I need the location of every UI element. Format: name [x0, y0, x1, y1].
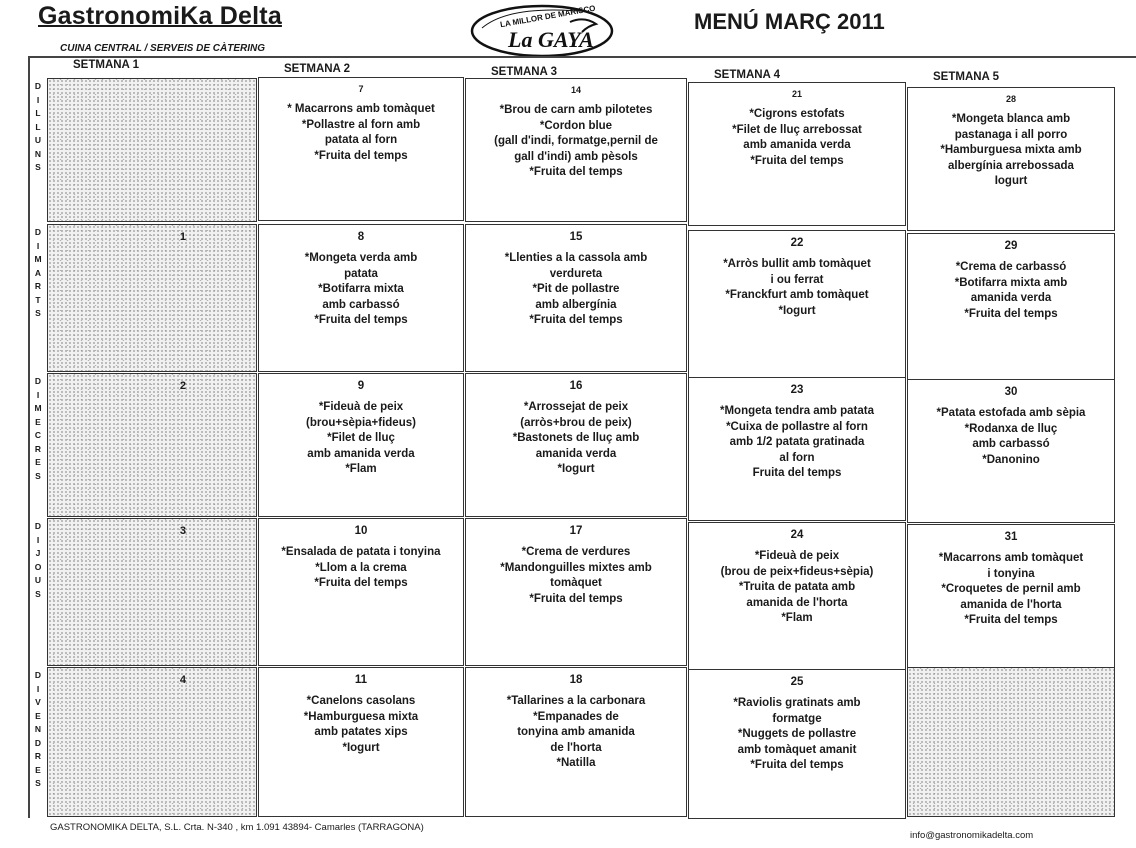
day-letter: I	[36, 534, 40, 545]
day-letter: E	[35, 710, 41, 721]
menu-cell	[465, 518, 687, 666]
menu-item: *Nuggets de pollastre	[737, 728, 857, 740]
menu-cell	[465, 667, 687, 817]
menu-item: amb amanida verda	[307, 447, 415, 460]
menu-item: *Fruita del temps	[314, 314, 408, 326]
menu-item: amanida verda	[970, 292, 1052, 304]
menu-item: (arròs+brou de peix)	[520, 416, 632, 429]
menu-item: *Fruita del temps	[964, 614, 1058, 626]
logo-main-text: La GAYA	[508, 27, 594, 52]
menu-item: *Fruita del temps	[314, 577, 408, 589]
cell-date: 24	[790, 529, 804, 541]
day-letter: R	[34, 751, 42, 761]
menu-item: amb 1/2 patata gratinada	[729, 436, 865, 448]
menu-item: *Botifarra mixta	[318, 283, 404, 295]
menu-item: amb carbassó	[322, 298, 400, 311]
company-subtitle: CUINA CENTRAL / SERVEIS DE CÀTERING	[60, 43, 266, 54]
menu-item: *Crema de carbassó	[955, 261, 1067, 273]
menu-item: *Fruita del temps	[750, 154, 844, 167]
menu-item: *Danonino	[982, 453, 1040, 466]
grid-frame-line	[28, 56, 1136, 58]
day-letter: S	[35, 588, 41, 599]
menu-item: albergínia arrebossada	[948, 159, 1074, 172]
cell-date: 30	[1004, 386, 1018, 398]
menu-cell	[465, 78, 687, 222]
company-name: GastronomiKa Delta	[38, 2, 282, 30]
menu-cell	[47, 224, 257, 372]
day-letter: D	[34, 376, 42, 386]
menu-cell	[465, 373, 687, 517]
menu-cell	[258, 77, 464, 221]
menu-item: *Mongeta blanca amb	[951, 113, 1071, 125]
day-letter: R	[34, 443, 42, 454]
menu-item: verdureta	[549, 267, 603, 280]
menu-item: *Fruita del temps	[314, 149, 408, 162]
menu-item: *Mongeta tendra amb patata	[720, 405, 874, 417]
menu-item: (gall d'indi, formatge,pernil de	[494, 135, 658, 147]
day-letter: D	[34, 227, 42, 237]
cell-date: 22	[790, 237, 804, 249]
menu-item: *Fideuà de peix	[318, 401, 404, 413]
day-letter: A	[34, 267, 42, 278]
menu-item: tonyina amb amanida	[517, 726, 635, 738]
menu-item: *Pollastre al forn amb	[301, 118, 421, 131]
cell-date: 11	[354, 674, 368, 686]
cell-date: 3	[179, 525, 186, 537]
menu-item: i tonyina	[987, 567, 1035, 580]
menu-cell	[47, 78, 257, 222]
menu-item: *Flam	[345, 463, 377, 475]
day-letter: S	[35, 778, 41, 788]
menu-item: formatge	[772, 712, 822, 725]
day-letter: E	[35, 764, 41, 775]
menu-item: *Filet de lluç arrebossat	[732, 123, 862, 136]
menu-item: *Flam	[781, 612, 813, 624]
menu-item: *Llom a la crema	[315, 561, 407, 574]
cell-menu-items	[689, 549, 905, 627]
day-letter: E	[35, 416, 41, 427]
menu-item: *Empanades de	[533, 710, 619, 723]
week-header-3: SETMANA 3	[491, 66, 558, 78]
cell-date: 2	[179, 380, 186, 392]
menu-item: *Arrossejat de peix	[523, 401, 629, 413]
menu-item: *Mandonguilles mixtes amb	[500, 561, 652, 574]
cell-menu-items	[908, 112, 1114, 190]
menu-cell	[907, 379, 1115, 523]
day-label-2	[30, 226, 46, 374]
day-letter: M	[34, 403, 42, 413]
footer-address: GASTRONOMIKA DELTA, S.L. Crta. N-340 , km 1.091 43894- Camarles (TARRAGONA)	[50, 822, 424, 833]
menu-item: amb patates xips	[314, 726, 408, 738]
menu-item: al forn	[779, 451, 815, 464]
menu-item: amanida de l'horta	[746, 596, 848, 609]
menu-cell	[47, 373, 257, 517]
day-letter: U	[34, 135, 42, 145]
menu-item: *Rodanxa de lluç	[964, 422, 1058, 435]
menu-item: * Macarrons amb tomàquet	[287, 103, 435, 115]
menu-item: amanida verda	[535, 447, 617, 460]
week-header-5: SETMANA 5	[933, 71, 1000, 83]
cell-date: 9	[357, 380, 365, 392]
menu-item: *Fruita del temps	[964, 307, 1058, 320]
cell-date: 4	[179, 674, 186, 686]
day-letter: U	[34, 575, 42, 585]
day-letter: T	[35, 294, 41, 305]
cell-date: 14	[570, 85, 581, 95]
menu-item: *Fruita del temps	[750, 759, 844, 771]
menu-item: *Pit de pollastre	[532, 283, 620, 295]
cell-menu-items	[466, 251, 686, 329]
day-letter: N	[34, 724, 42, 734]
menu-item: *Iogurt	[342, 741, 380, 754]
menu-item: *Natilla	[556, 757, 596, 769]
menu-item: *Botifarra mixta amb	[954, 276, 1068, 289]
day-letter: I	[36, 683, 40, 694]
menu-item: *Fruita del temps	[529, 592, 623, 605]
menu-item: patata al forn	[324, 134, 398, 146]
menu-item: *Franckfurt amb tomàquet	[725, 289, 869, 301]
menu-item: *Hamburguesa mixta	[303, 710, 419, 723]
cell-date: 10	[354, 525, 368, 537]
cell-date: 7	[358, 84, 364, 94]
day-label-3	[30, 375, 46, 519]
menu-item: *Fideuà de peix	[754, 550, 840, 562]
day-letter: D	[34, 737, 42, 748]
menu-cell	[258, 224, 464, 372]
week-header-1: SETMANA 1	[73, 59, 140, 71]
menu-item: *Cordon blue	[539, 119, 613, 132]
menu-item: amb albergínia	[535, 298, 617, 311]
menu-item: Iogurt	[994, 175, 1028, 187]
menu-item: (brou de peix+fideus+sèpia)	[720, 565, 874, 578]
menu-item: *Llenties a la cassola amb	[504, 252, 648, 264]
menu-item: *Cuixa de pollastre al forn	[726, 420, 868, 433]
logo-top-text: LA MILLOR DE MARISCO	[499, 3, 597, 30]
day-letter: S	[35, 162, 41, 172]
menu-cell	[688, 82, 906, 226]
menu-item: *Truita de patata amb	[738, 581, 856, 593]
menu-cell	[47, 667, 257, 817]
menu-item: gall d'indi) amb pèsols	[514, 150, 638, 163]
week-header-2: SETMANA 2	[284, 63, 351, 75]
day-letter: D	[34, 521, 42, 531]
menu-item: de l'horta	[550, 741, 602, 754]
menu-cell	[688, 522, 906, 670]
menu-item: *Cigrons estofats	[749, 108, 845, 120]
day-letter: N	[34, 148, 42, 159]
day-letter: D	[34, 81, 42, 91]
menu-item: *Fruita del temps	[529, 314, 623, 326]
day-letter: S	[35, 470, 41, 481]
restaurant-logo	[470, 2, 615, 58]
cell-menu-items	[908, 260, 1114, 322]
cell-date: 1	[179, 231, 186, 243]
menu-item: *Ensalada de patata i tonyina	[281, 546, 441, 558]
menu-item: i ou ferrat	[770, 273, 824, 286]
menu-item: amb tomàquet amanit	[737, 743, 857, 756]
menu-item: *Iogurt	[557, 463, 595, 475]
cell-date: 17	[569, 525, 583, 537]
menu-cell	[907, 667, 1115, 817]
menu-item: amb carbassó	[972, 438, 1050, 450]
cell-date: 8	[357, 231, 365, 243]
menu-cell	[258, 373, 464, 517]
day-label-5	[30, 669, 46, 819]
day-letter: V	[35, 697, 41, 707]
menu-cell	[47, 518, 257, 666]
menu-cell	[688, 377, 906, 521]
menu-item: *Arròs bullit amb tomàquet	[723, 258, 871, 270]
menu-title: MENÚ MARÇ 2011	[694, 9, 885, 34]
menu-item: *Mongeta verda amb	[304, 252, 418, 264]
cell-date: 23	[790, 384, 804, 396]
day-letter: I	[36, 389, 40, 400]
cell-menu-items	[689, 696, 905, 774]
cell-menu-items	[466, 103, 686, 181]
day-label-1	[30, 80, 46, 224]
menu-cell	[465, 224, 687, 372]
cell-menu-items	[259, 545, 463, 592]
cell-menu-items	[259, 102, 463, 164]
menu-item: *Croquetes de pernil amb	[941, 583, 1081, 595]
cell-menu-items	[908, 551, 1114, 629]
day-letter: O	[34, 561, 42, 572]
cell-date: 15	[569, 231, 583, 243]
cell-date: 25	[790, 676, 804, 688]
day-letter: I	[36, 94, 40, 105]
menu-item: *Raviolis gratinats amb	[733, 697, 861, 709]
cell-menu-items	[689, 257, 905, 319]
menu-item: *Patata estofada amb sèpia	[936, 407, 1086, 419]
menu-item: amb amanida verda	[743, 139, 851, 151]
menu-item: *Canelons casolans	[306, 695, 416, 707]
cell-date: 16	[569, 380, 583, 392]
day-letter: I	[36, 240, 40, 251]
menu-item: *Hamburguesa mixta amb	[940, 144, 1082, 156]
menu-item: Fruita del temps	[752, 467, 842, 479]
cell-menu-items	[259, 251, 463, 329]
day-letter: D	[34, 670, 42, 680]
menu-item: *Fruita del temps	[529, 166, 623, 178]
cell-menu-items	[689, 404, 905, 482]
menu-item: *Tallarines a la carbonara	[506, 695, 646, 707]
menu-item: *Brou de carn amb pilotetes	[499, 104, 653, 116]
menu-item: patata	[344, 267, 378, 280]
menu-cell	[907, 87, 1115, 231]
day-letter: S	[35, 308, 41, 318]
menu-item: pastanaga i all porro	[954, 128, 1068, 141]
day-letter: M	[34, 254, 42, 264]
menu-item: tomàquet	[550, 577, 602, 589]
cell-date: 31	[1004, 531, 1018, 543]
menu-item: (brou+sèpia+fideus)	[306, 416, 416, 429]
cell-menu-items	[466, 400, 686, 478]
menu-item: *Filet de lluç	[327, 432, 395, 444]
day-letter: J	[35, 548, 41, 558]
menu-item: *Macarrons amb tomàquet	[938, 552, 1084, 564]
menu-cell	[688, 230, 906, 378]
day-label-4	[30, 520, 46, 668]
menu-cell	[258, 667, 464, 817]
day-letter: L	[35, 108, 41, 118]
menu-item: *Bastonets de lluç amb	[512, 432, 640, 444]
cell-date: 28	[1005, 94, 1016, 104]
cell-menu-items	[259, 694, 463, 756]
cell-menu-items	[689, 107, 905, 169]
week-header-4: SETMANA 4	[714, 69, 781, 81]
cell-menu-items	[466, 545, 686, 607]
day-letter: L	[35, 121, 41, 132]
day-letter: C	[34, 430, 42, 440]
menu-item: amanida de l'horta	[960, 598, 1062, 611]
menu-cell	[907, 524, 1115, 672]
menu-item: *Iogurt	[778, 304, 816, 317]
menu-item: *Crema de verdures	[521, 546, 631, 558]
cell-menu-items	[259, 400, 463, 478]
menu-cell	[688, 669, 906, 819]
cell-date: 21	[791, 89, 802, 99]
cell-date: 18	[569, 674, 583, 686]
cell-menu-items	[466, 694, 686, 772]
day-letter: R	[34, 281, 42, 291]
footer-email: info@gastronomikadelta.com	[910, 830, 1034, 840]
cell-date: 29	[1004, 240, 1018, 252]
menu-cell	[258, 518, 464, 666]
cell-menu-items	[908, 406, 1114, 468]
day-letter: E	[35, 457, 41, 467]
menu-cell	[907, 233, 1115, 381]
